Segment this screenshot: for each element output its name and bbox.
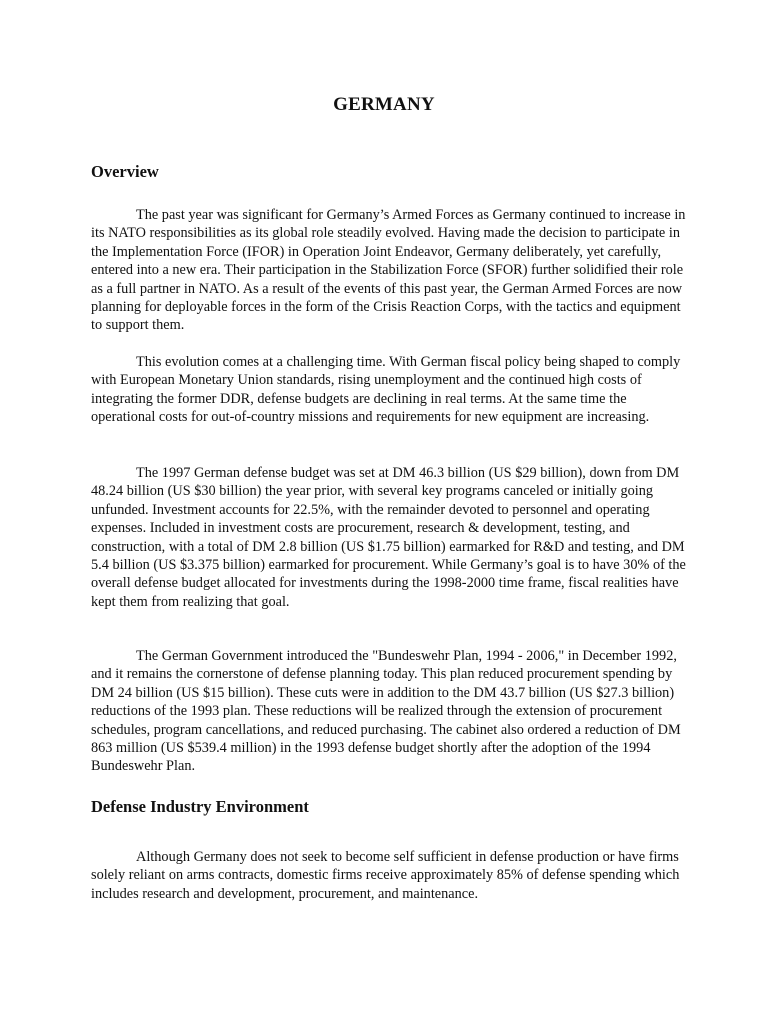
paragraph: The German Government introduced the "Bundeswehr Plan, 1994 - 2006," in December 1992, and it remains the cornerstone of defense planning today. This plan reduced procurement spending by DM 24 billion (US $15 billion). These cuts were in addition to the DM 43.7 billion (US $27.3 billion) reductions of the 1993 plan. These reductions will be realized through the extension of procurement schedules, program cancellations, and reduced purchasing. The cabinet also ordered a reduction of DM 863 million (US $539.4 million) in the 1993 defense budget shortly after the adoption of the 1994 Bundeswehr Plan. bbox=[91, 648, 681, 775]
paragraph: Although Germany does not seek to become self sufficient in defense production or have firms solely reliant on arms contracts, domestic firms receive approximately 85% of defense spending which includes research and development, procurement, and maintenance. bbox=[91, 849, 680, 902]
section-heading-overview: Overview bbox=[91, 162, 159, 181]
paragraph: The 1997 German defense budget was set at DM 46.3 billion (US $29 billion), down from DM 48.24 billion (US $30 billion) the year prior, with several key programs canceled or initially going unfunded. Investment accounts for 22.5%, with the remainder devoted to personnel and operating expenses. Included in investment costs are procurement, research & development, testing, and construction, with a total of DM 2.8 billion (US $1.75 billion) earmarked for R&D and testing, and DM 5.4 billion (US $3.375 billion) earmarked for procurement. While Germany’s goal is to have 30% of the overall defense budget allocated for investments during the 1998-2000 time frame, fiscal realities have kept them from realizing that goal. bbox=[91, 465, 686, 610]
page-title: GERMANY bbox=[333, 94, 435, 115]
paragraph: The past year was significant for Germany’s Armed Forces as Germany continued to increase in its NATO responsibilities as its global role steadily evolved. Having made the decision to participate in the Implementation Force (IFOR) in Operation Joint Endeavor, Germany deliberately, yet carefully, entered into a new era. Their participation in the Stabilization Force (SFOR) further solidified their role as a full partner in NATO. As a result of the events of this past year, the German Armed Forces are now planning for deployable forces in the form of the Crisis Reaction Corps, with the tactics and equipment to support them. bbox=[91, 207, 686, 334]
section-heading-defense-industry-environment: Defense Industry Environment bbox=[91, 797, 309, 816]
paragraph: This evolution comes at a challenging time. With German fiscal policy being shaped to comply with European Monetary Union standards, rising unemployment and the continued high costs of integrating the former DDR, defense budgets are declining in real terms. At the same time the operational costs for out-of-country missions and requirements for new equipment are increasing. bbox=[91, 354, 681, 426]
